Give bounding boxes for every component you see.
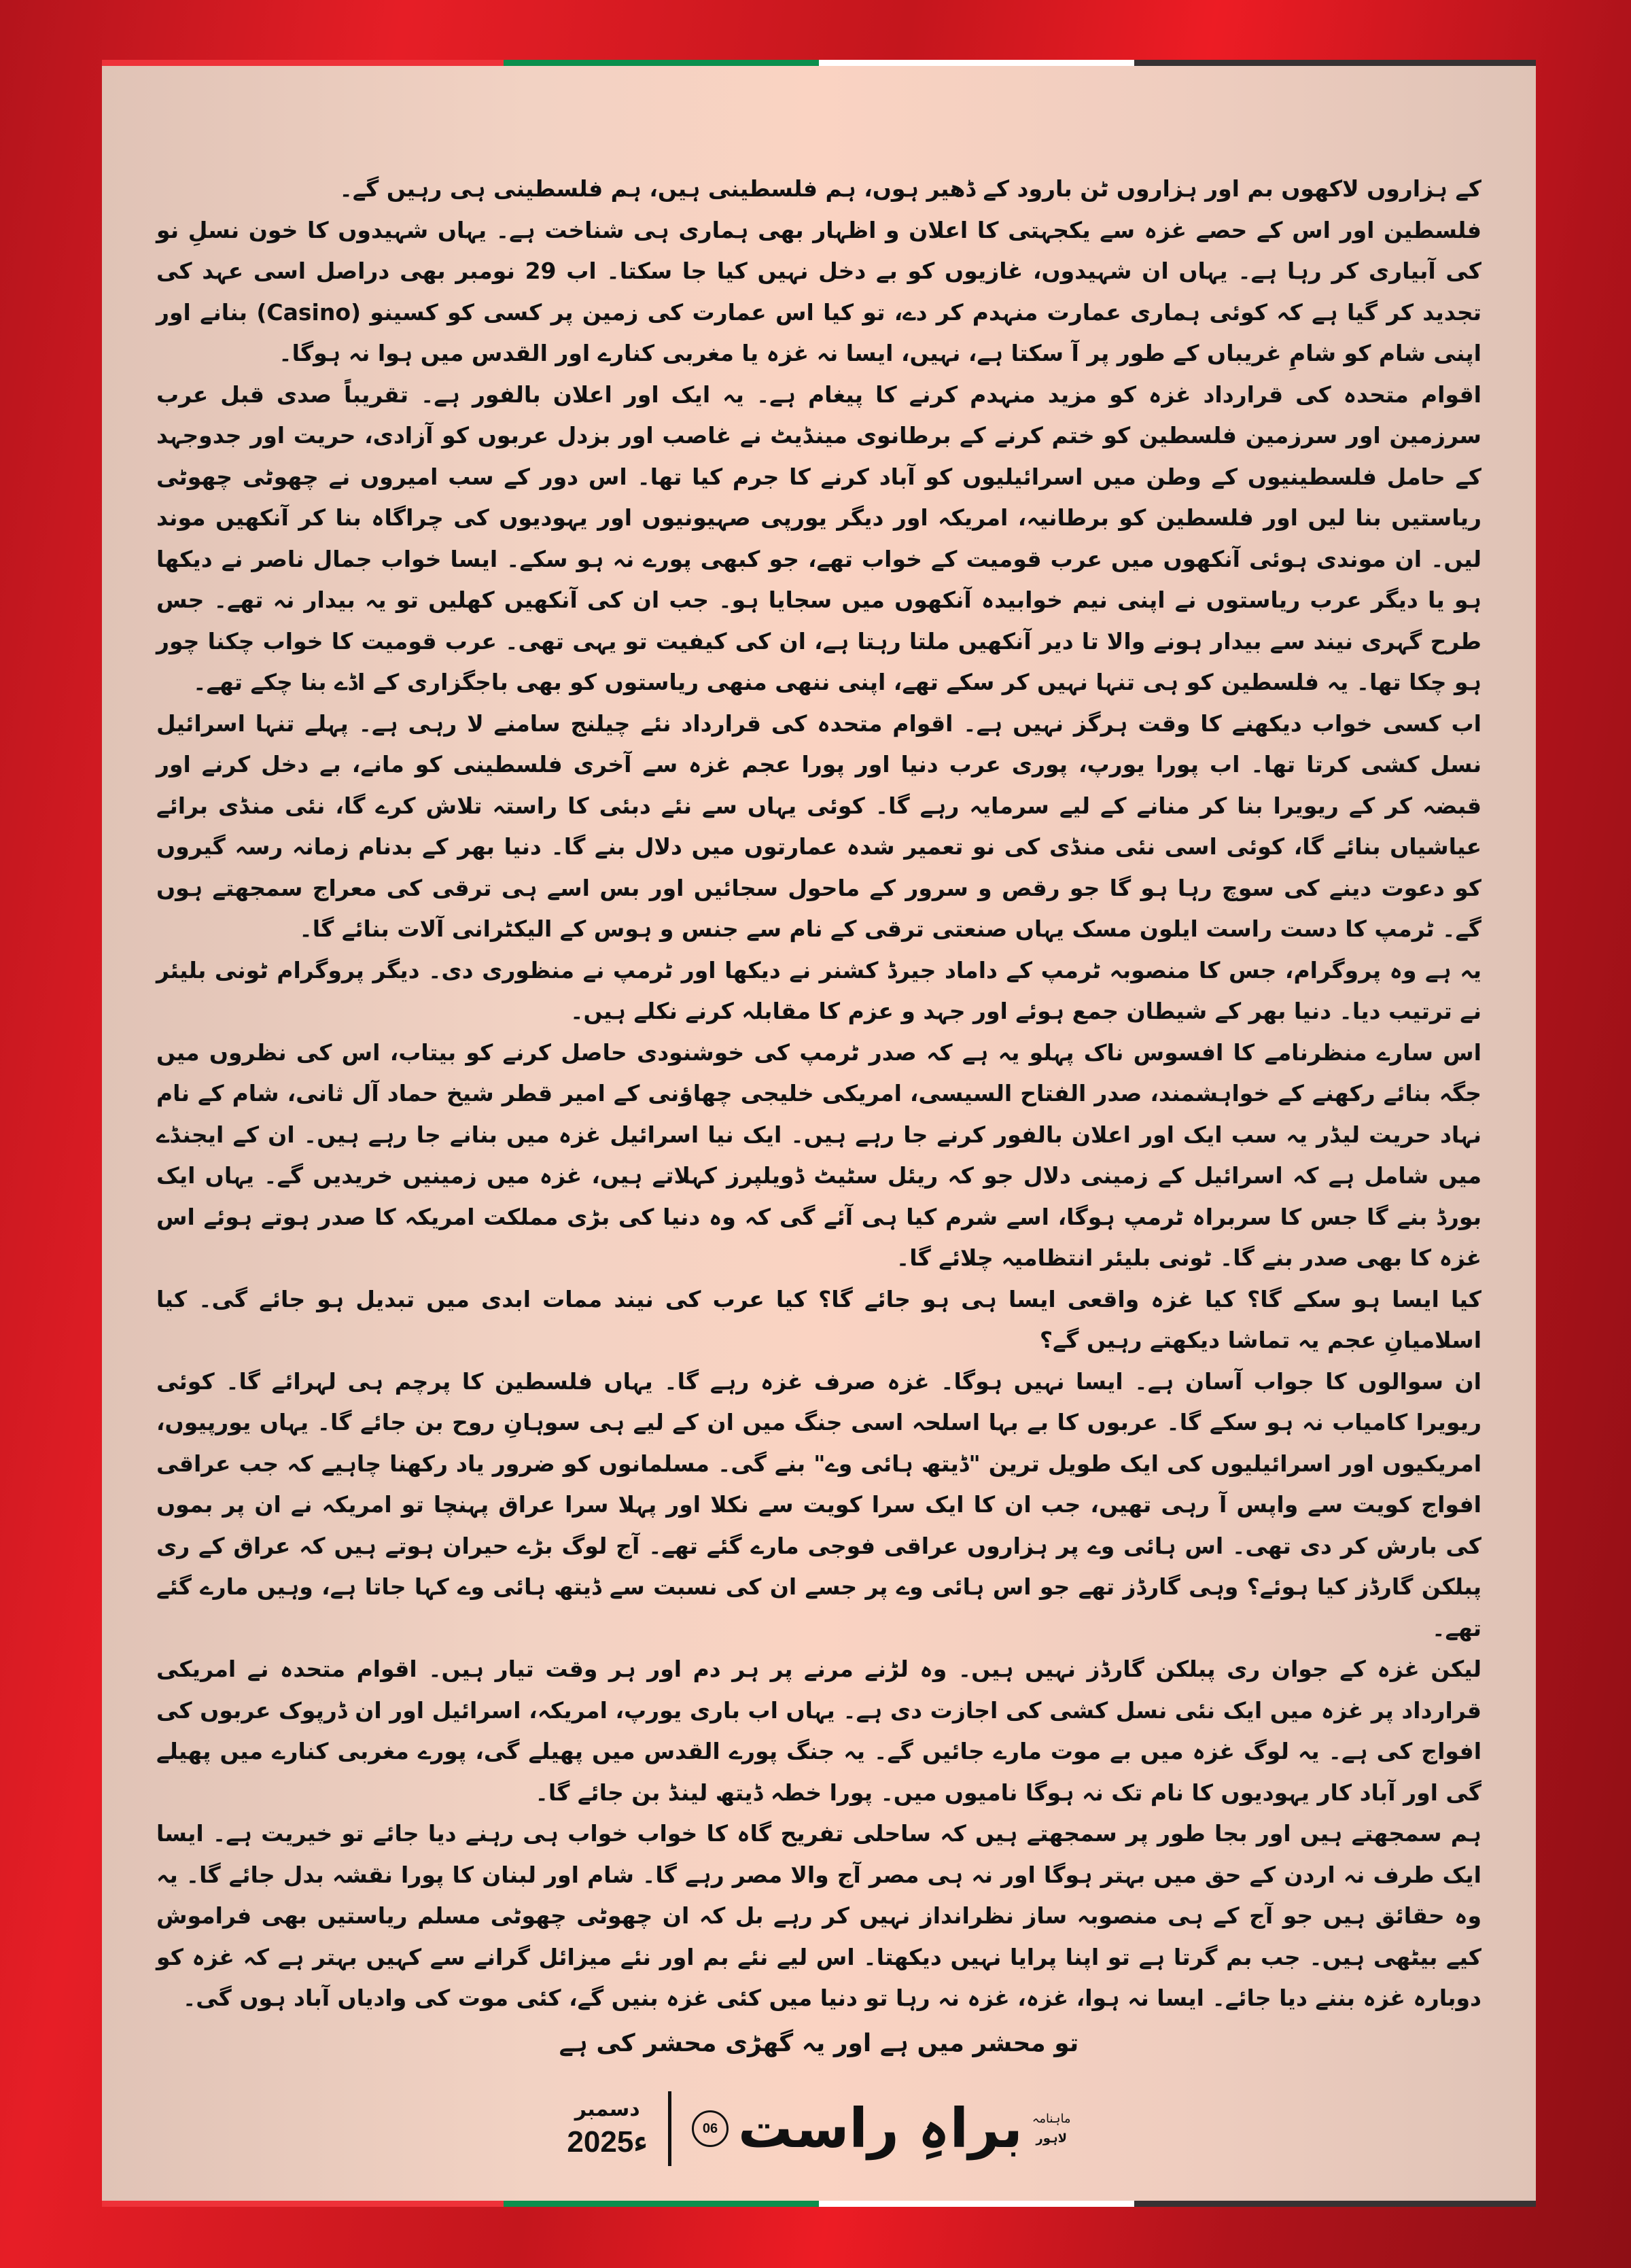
page-number: 06 [692, 2110, 729, 2147]
magazine-meta [1032, 2111, 1071, 2147]
stripe-red [102, 60, 504, 66]
page-footer [156, 2091, 1481, 2166]
article-body [156, 169, 1481, 2064]
paragraph: ہم سمجھتے ہیں اور بجا طور پر سمجھتے ہیں کہ ساحلی تفریح گاہ کا خواب خواب ہی رہنے دیا جائے تو خیریت ہے۔ ایسا ایک طرف نہ اردن کے حق میں بہتر ہوگا اور نہ ہی مصر آج والا مصر رہے گا۔ شام اور لبنان کا پورا نقشہ بدل جائے گا۔ یہ وہ حقائق ہیں جو آج کے ہی منصوبہ ساز نظرانداز نہیں کر رہے بل کہ ان چھوٹی چھوٹی مسلم ریاستیں بھی فراموش کیے بیٹھی ہیں۔ جب بم گرتا ہے تو اپنا پرایا نہیں دیکھتا۔ اس لیے نئے بم اور نئے میزائل گرانے سے کہیں بہتر ہے کہ غزہ کو دوبارہ غزہ بننے دیا جائے۔ ایسا نہ ہوا، غزہ، غزہ نہ رہا تو دنیا میں کئی غزہ بنیں گے، کئی موت کی وادیاں آباد ہوں گی۔ [156, 1820, 1481, 2011]
paragraph: اقوام متحدہ کی قرارداد غزہ کو مزید منہدم کرنے کا پیغام ہے۔ یہ ایک اور اعلان بالفور ہے۔ تقریباً صدی قبل عرب سرزمین اور سرزمین فلسطین کو ختم کرنے کے برطانوی مینڈیٹ نے غاصب اور بزدل عربوں کو آزادی، حریت اور جدوجہد کے حامل فلسطینیوں کے وطن میں اسرائیلیوں کو آباد کرنے کا جرم کیا تھا۔ اس دور کے سب امیروں نے چھوٹی چھوٹی ریاستیں بنا لیں اور فلسطین کو برطانیہ، امریکہ اور دیگر یورپی صہیونیوں اور یہودیوں کی چراگاہ بنا کر آنکھیں موند لیں۔ ان موندی ہوئی آنکھوں میں عرب قومیت کے خواب تھے، جو کبھی پورے نہ ہو سکے۔ ایسا خواب جمال ناصر نے دیکھا ہو یا دیگر عرب ریاستوں نے اپنی نیم خوابیدہ آنکھوں میں سجایا ہو۔ جب ان کی آنکھیں کھلیں تو یہ بیدار نہ تھے۔ جس طرح گہری نیند سے بیدار ہونے والا تا دیر آنکھیں ملتا رہتا ہے، ان کی کیفیت تو یہی تھی۔ عرب قومیت کا خواب چکنا چور ہو چکا تھا۔ یہ فلسطین کو ہی تنہا نہیں کر سکے تھے، اپنی ننھی منھی ریاستوں کو بھی باجگزاری کے اڈے بنا چکے تھے۔ [156, 381, 1481, 695]
paragraph: کے ہزاروں لاکھوں بم اور ہزاروں ٹن بارود کے ڈھیر ہوں، ہم فلسطینی ہیں، ہم فلسطینی ہی رہیں گے۔ [339, 175, 1481, 202]
paragraph: اب کسی خواب دیکھنے کا وقت ہرگز نہیں ہے۔ اقوام متحدہ کی قرارداد نئے چیلنج سامنے لا رہی ہے۔ پہلے تنہا اسرائیل نسل کشی کرتا تھا۔ اب پورا یورپ، پوری عرب دنیا اور پورا عجم غزہ سے آخری فلسطینی کو مانے، بے دخل کرنے اور قبضہ کر کے ریویرا بنا کر منانے کے لیے سرمایہ رہے گا۔ کوئی یہاں سے نئے دبئی کا راستہ تلاش کرے گا، نئی منڈی برائے عیاشیاں بنائے گا، کوئی اسی نئی منڈی کی نو تعمیر شدہ عمارتوں میں دلال بنے گا۔ دنیا بھر کے بدنام زمانہ رسہ گیروں کو دعوت دینے کی سوچ رہا ہو گا جو رقص و سرور کے ماحول سجائیں اور بس اسے ہی ترقی کی معراج سمجھتے ہوں گے۔ ٹرمپ کا دست راست ایلون مسک یہاں صنعتی ترقی کے نام سے جنس و ہوس کے الیکٹرانی آلات بنائے گا۔ [156, 710, 1481, 942]
paragraph: ان سوالوں کا جواب آسان ہے۔ ایسا نہیں ہوگا۔ غزہ صرف غزہ رہے گا۔ یہاں فلسطین کا پرچم ہی لہرائے گا۔ کوئی ریویرا کامیاب نہ ہو سکے گا۔ عربوں کا بے بہا اسلحہ اسی جنگ میں ان کے لیے ہی سوہانِ روح بن جائے گا۔ یہاں یورپیوں، امریکیوں اور اسرائیلیوں کی ایک طویل ترین "ڈیتھ ہائی وے" بنے گی۔ مسلمانوں کو ضرور یاد رکھنا چاہیے کہ جب عراقی افواج کویت سے واپس آ رہی تھیں، جب ان کا ایک سرا کویت سے نکلا اور پہلا سرا عراق پہنچا تو امریکہ نے ان پر بموں کی بارش کر دی تھی۔ اس ہائی وے پر ہزاروں عراقی فوجی مارے گئے تھے۔ آج لوگ بڑے حیران ہوتے ہیں کہ عراق کے ری پبلکن گارڈز کیا ہوئے؟ وہی گارڈز تھے جو اس ہائی وے پر جسے ان کی نسبت سے ڈیتھ ہائی وے کہا جاتا ہے، وہیں مارے گئے تھے۔ [156, 1367, 1481, 1641]
article-panel [102, 60, 1536, 2207]
paragraph: یہ ہے وہ پروگرام، جس کا منصوبہ ٹرمپ کے داماد جیرڈ کشنر نے دیکھا اور ٹرمپ نے منظوری دی۔ دیگر پروگرام ٹونی بلیئر نے ترتیب دیا۔ دنیا بھر کے شیطان جمع ہوئے اور جہد و عزم کا مقابلہ کرنے نکلے ہیں۔ [156, 956, 1481, 1024]
paragraph: اس سارے منظرنامے کا افسوس ناک پہلو یہ ہے کہ صدر ٹرمپ کی خوشنودی حاصل کرنے کو بیتاب، اس کی نظروں میں جگہ بنائے رکھنے کے خواہشمند، صدر الفتاح السیسی، امریکی خلیجی چھاؤنی کے امیر قطر شیخ حماد آل ثانی، شام کے نام نہاد حریت لیڈر یہ سب ایک اور اعلان بالفور کرنے جا رہے ہیں۔ ایک نیا اسرائیل غزہ میں بنانے جا رہے ہیں۔ ان کے ایجنڈے میں شامل ہے کہ اسرائیل کے زمینی دلال جو کہ ریئل سٹیٹ ڈویلپرز کہلاتے ہیں، غزہ میں زمینیں خریدیں گے۔ یہاں ایک بورڈ بنے گا جس کا سربراہ ٹرمپ ہوگا، اسے شرم کیا ہی آئے گی کہ وہ دنیا کی بڑی مملکت امریکہ کا صدر ہوتے ہوئے اس غزہ کا بھی صدر بنے گا۔ ٹونی بلیئر انتظامیہ چلائے گا۔ [156, 1039, 1481, 1271]
issue-date [567, 2096, 648, 2161]
stripe-red [102, 2201, 504, 2207]
paragraph: لیکن غزہ کے جوان ری پبلکن گارڈز نہیں ہیں۔ وہ لڑنے مرنے پر ہر دم اور ہر وقت تیار ہیں۔ اقوام متحدہ نے امریکی قرارداد پر غزہ میں ایک نئی نسل کشی کی اجازت دی ہے۔ یہاں اب باری یورپ، امریکہ، اسرائیل اور ان ڈرپوک عربوں کی افواج کی ہے۔ یہ لوگ غزہ میں بے موت مارے جائیں گے۔ یہ جنگ پورے القدس میں پھیلے گی، پورے مغربی کنارے میں پھیلے گی اور آباد کار یہودیوں کا نام تک نہ ہوگا نامیوں میں۔ پورا خطہ ڈیتھ لینڈ بن جائے گا۔ [156, 1656, 1481, 1806]
stripe-black [1134, 2201, 1536, 2207]
divider [668, 2091, 671, 2166]
issue-year: 2025ء [567, 2125, 648, 2159]
stripe-black [1134, 60, 1536, 66]
stripe-white [819, 60, 1134, 66]
paragraph: کیا ایسا ہو سکے گا؟ کیا غزہ واقعی ایسا ہی ہو جائے گا؟ کیا عرب کی نیند ممات ابدی میں تبدیل ہو جائے گی۔ کیا اسلامیانِ عجم یہ تماشا دیکھتے رہیں گے؟ [156, 1285, 1481, 1353]
closing-couplet: تو محشر میں ہے اور یہ گھڑی محشر کی ہے [559, 2029, 1079, 2057]
paragraph: فلسطین اور اس کے حصے غزہ سے یکجہتی کا اعلان و اظہار بھی ہماری ہی شناخت ہے۔ یہاں شہیدوں کا خون نسلِ نو کی آبیاری کر رہا ہے۔ یہاں ان شہیدوں، غازیوں کو بے دخل نہیں کیا جا سکتا۔ اب 29 نومبر بھی دراصل اسی عہد کی تجدید کر گیا ہے کہ کوئی ہماری عمارت منہدم کر دے، تو کیا اس عمارت کی زمین پر کسی کو کسینو (Casino) بنانے اور اپنی شام کو شامِ غریباں کے طور پر آ سکتا ہے، نہیں، ایسا نہ غزہ یا مغربی کنارے اور القدس میں ہوا نہ ہوگا۔ [156, 216, 1481, 366]
flag-stripe-top [102, 60, 1536, 66]
stripe-green [504, 60, 819, 66]
magazine-type: ماہنامہ [1032, 2111, 1071, 2126]
stripe-white [819, 2201, 1134, 2207]
magazine-logo [692, 2096, 1071, 2161]
magazine-city: لاہور [1036, 2131, 1067, 2146]
magazine-name: براہِ راست [738, 2097, 1023, 2160]
issue-month: دسمبر [574, 2097, 640, 2121]
stripe-green [504, 2201, 819, 2207]
flag-stripe-bottom [102, 2201, 1536, 2207]
